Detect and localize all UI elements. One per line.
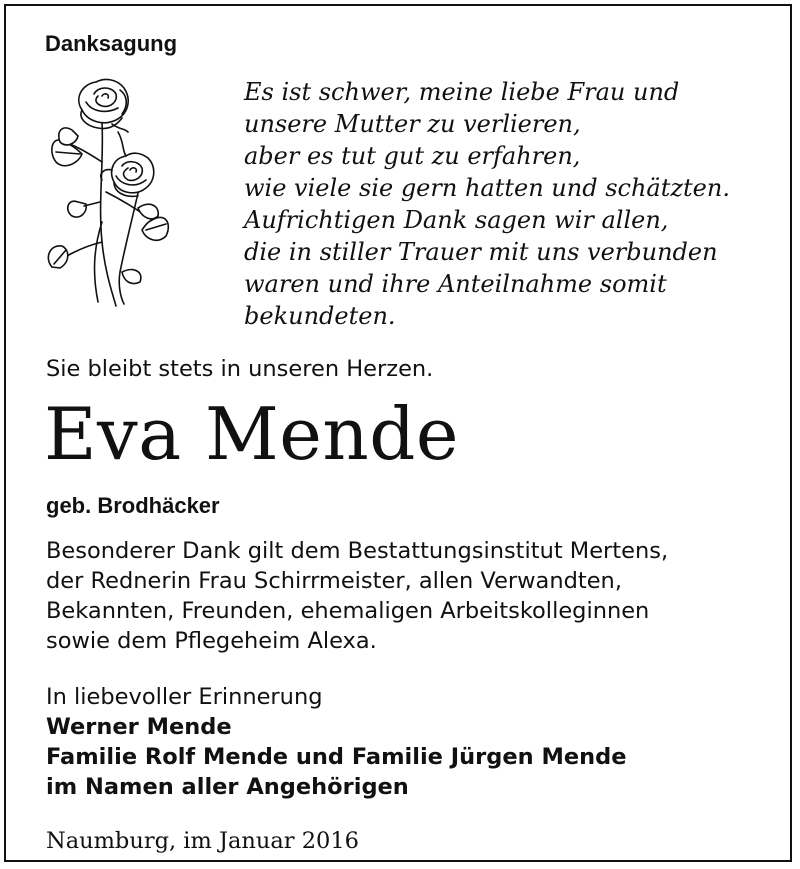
poem-line: unsere Mutter zu verlieren, — [244, 110, 581, 138]
thanks-line: der Rednerin Frau Schirrmeister, allen Verwandten, — [46, 568, 622, 594]
place-date: Naumburg, im Januar 2016 — [46, 828, 359, 854]
rose-icon — [42, 72, 172, 308]
maiden-name: geb. Brodhäcker — [46, 493, 220, 518]
thanks-paragraph — [46, 536, 668, 656]
thanks-line: Bekannten, Freunden, ehemaligen Arbeitskolleginnen — [46, 598, 650, 624]
thanks-line: Besonderer Dank gilt dem Bestattungsinstitut Mertens, — [46, 538, 669, 564]
notice-heading: Danksagung — [45, 31, 178, 56]
poem-line: aber es tut gut zu erfahren, — [244, 142, 581, 170]
poem-line: die in stiller Trauer mit uns verbunden — [244, 238, 718, 266]
poem-line: bekundeten. — [244, 302, 396, 330]
signatory-line: im Namen aller Angehörigen — [46, 774, 409, 800]
signature-block — [46, 682, 627, 802]
poem-line: Es ist schwer, meine liebe Frau und — [244, 78, 680, 106]
signatory-line: Familie Rolf Mende und Familie Jürgen Mende — [46, 744, 627, 770]
poem-line: wie viele sie gern hatten und schätzten. — [244, 174, 730, 202]
poem — [244, 76, 774, 332]
signatory-line: Werner Mende — [46, 714, 232, 740]
closing-line: In liebevoller Erinnerung — [46, 684, 323, 710]
obituary-notice — [4, 4, 792, 862]
memory-line: Sie bleibt stets in unseren Herzen. — [46, 356, 434, 382]
thanks-line: sowie dem Pflegeheim Alexa. — [46, 628, 377, 654]
deceased-name: Eva Mende — [44, 392, 459, 476]
poem-line: Aufrichtigen Dank sagen wir allen, — [244, 206, 669, 234]
poem-line: waren und ihre Anteilnahme somit — [244, 270, 667, 298]
